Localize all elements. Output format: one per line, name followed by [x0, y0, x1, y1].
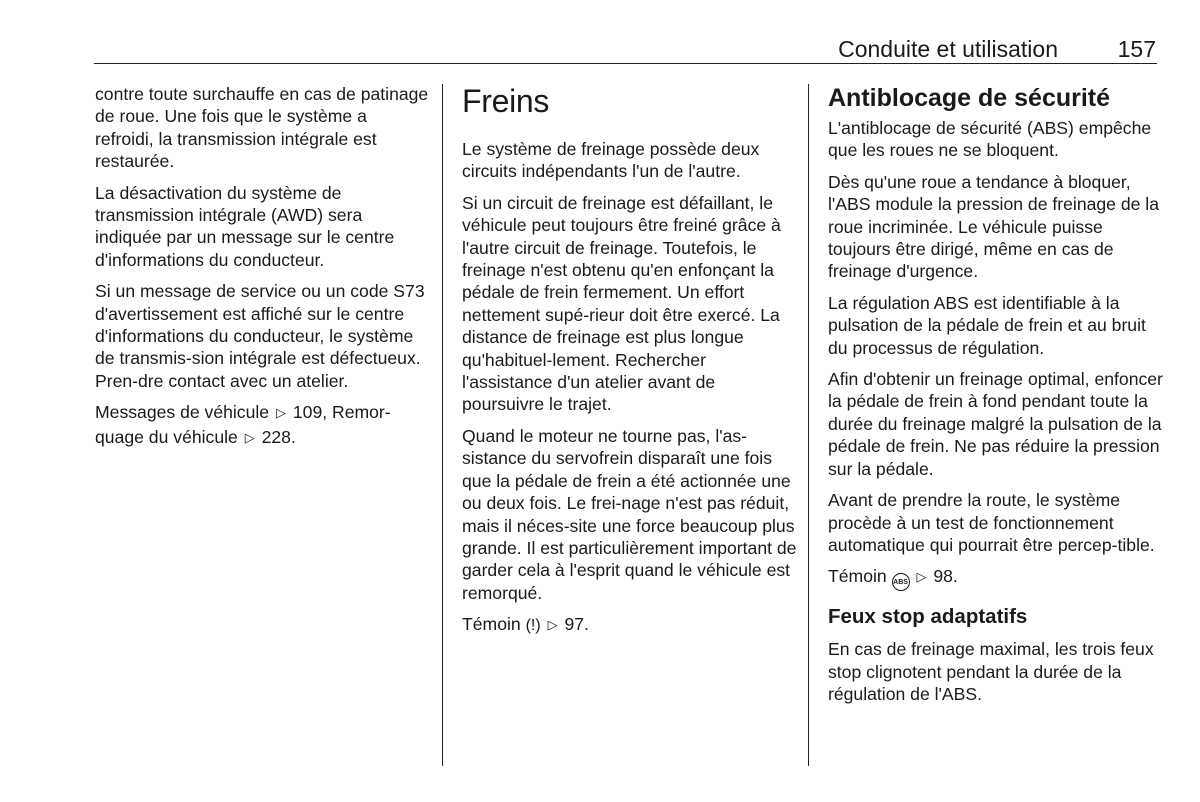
paragraph-adaptive-brake-lights: En cas de freinage maximal, les trois feux stop clignotent pendant la durée de la régulation de l'ABS. [828, 639, 1154, 705]
paragraph-self-test: Avant de prendre la route, le système procède à un test de fonctionnement automatique qui pourrait être percep‐tible. [828, 490, 1155, 555]
warning-light-label: Témoin [828, 566, 887, 587]
abs-warning-icon: ABS [892, 573, 910, 591]
reference-link[interactable]: 98. [933, 566, 958, 587]
paragraph-abs-pulsation: La régulation ABS est identifiable à la pulsation de la pédale de frein et au bruit du processus de régulation. [828, 292, 1146, 358]
column-divider-left [442, 84, 443, 766]
page-number: 157 [1117, 36, 1156, 62]
subheading-adaptive-brake-lights: Feux stop adaptatifs [828, 605, 1028, 629]
column-right [828, 83, 1163, 715]
column-left [95, 83, 430, 459]
column-divider-right [808, 84, 809, 766]
paragraph-abs-intro: L'antiblocage de sécurité (ABS) empêche que les roues ne se bloquent. [828, 118, 1152, 161]
paragraph-awd-deactivation: La désactivation du système de transmission intégrale (AWD) sera indiquée par un message sur le centre d'informations du conducteur. [95, 182, 395, 270]
header-divider [94, 63, 1157, 64]
paragraph-warning-light [462, 613, 797, 637]
section-title: Conduite et utilisation [838, 36, 1058, 62]
reference-link[interactable]: 109, Remor‐quage du véhicule [95, 402, 391, 447]
paragraph-abs-warning-light [828, 565, 1163, 591]
section-heading-freins: Freins [462, 83, 550, 119]
reference-link[interactable]: 97. [564, 614, 589, 635]
warning-light-label: Témoin [462, 614, 521, 635]
paragraph-service-message: Si un message de service ou un code S73 d'avertissement est affiché sur le centre d'informations du conducteur, le système de transmis‐sion intégrale est défectueux. Pren‐dre contact avec un atelier. [95, 281, 425, 391]
paragraph-overheat: contre toute surchauffe en cas de patinage de roue. Une fois que le système a refroidi, la transmission intégrale est restaurée. [95, 84, 429, 172]
paragraph-servo-assist: Quand le moteur ne tourne pas, l'as‐sistance du servofrein disparaît une fois que la pédale de frein a été actionnée une ou deux fois. Le frei‐nage n'est pas réduit, mais il néces‐site une force beaucoup plus grande. Il est particulièrement important de garder cela à l'esprit quand le véhicule est remorqué. [462, 425, 797, 603]
paragraph-abs-modulation: Dès qu'une roue a tendance à bloquer, l'ABS module la pression de freinage de la roue incriminée. Le véhicule puisse toujours être dirigé, même en cas de freinage d'urgence. [828, 171, 1159, 282]
brake-warning-icon: (!) [525, 617, 541, 635]
paragraph-cross-reference [95, 401, 430, 450]
paragraph-dual-circuit: Le système de freinage possède deux circuits indépendants l'un de l'autre. [462, 139, 760, 182]
reference-link[interactable]: 228. [261, 426, 296, 447]
paragraph-optimal-braking: Afin d'obtenir un freinage optimal, enfoncer la pédale de frein à fond pendant toute la durée du freinage malgré la pulsation de la pédale de frein. Ne pas réduire la pression sur la pédale. [828, 369, 1163, 479]
page-reference-arrow-icon: ▷ [244, 429, 255, 445]
reference-text: Messages de véhicule [95, 402, 270, 423]
page-reference-arrow-icon: ▷ [916, 569, 927, 585]
paragraph-circuit-failure: Si un circuit de freinage est défaillant, le véhicule peut toujours être freiné grâce à l'autre circuit de freinage. Toutefois, le freinage n'est obtenu qu'en enfonçant la pédale de frein fermement. Un effort nettement supé‐rieur doit être exercé. La distance de freinage est plus longue qu'habituel‐lement. Rechercher l'assistance d'un atelier avant de poursuivre le trajet. [462, 192, 781, 415]
section-heading-abs: Antiblocage de sécurité [828, 84, 1111, 112]
page-reference-arrow-icon: ▷ [275, 405, 286, 421]
column-middle [462, 83, 797, 647]
page-reference-arrow-icon: ▷ [547, 617, 558, 633]
